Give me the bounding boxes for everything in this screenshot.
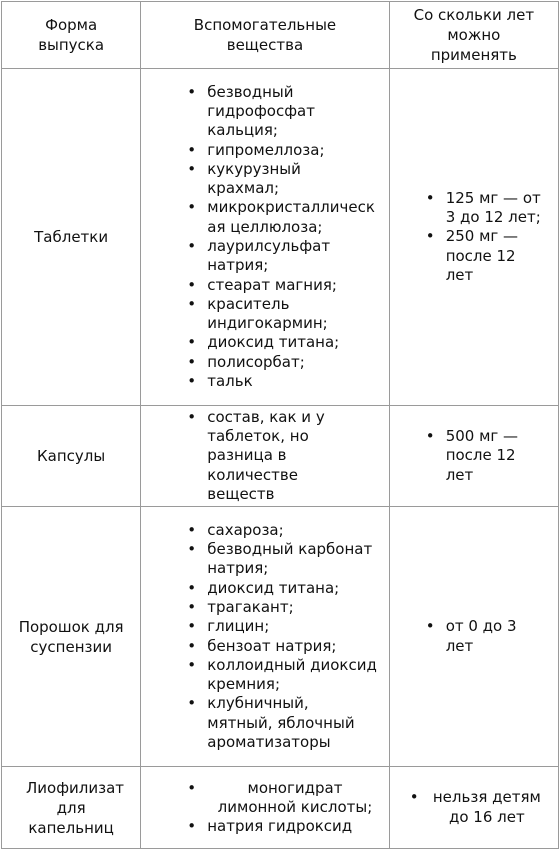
list-item: • тальк xyxy=(207,372,378,391)
list-item: • безводный гидрофосфат кальция; xyxy=(207,83,378,141)
form-cell: Таблетки xyxy=(2,69,141,406)
list-item: • 125 мг — от 3 до 12 лет; xyxy=(446,189,542,228)
excipients-list xyxy=(141,83,388,392)
age-cell xyxy=(389,507,558,767)
excipients-list xyxy=(141,408,388,504)
excipients-cell xyxy=(141,507,389,767)
list-item: • коллоидный диоксид кремния; xyxy=(207,656,388,695)
list-item: • от 0 до 3 лет xyxy=(446,617,528,656)
list-item: • краситель индигокармин; xyxy=(207,295,378,334)
list-item: • диоксид титана; xyxy=(207,579,388,598)
list-item: • безводный карбонат натрия; xyxy=(207,540,388,579)
list-item: • полисорбат; xyxy=(207,353,378,372)
age-cell xyxy=(389,767,558,849)
age-list xyxy=(390,788,558,827)
list-item: • 250 мг — после 12 лет xyxy=(446,227,542,285)
header-excipients: Вспомогательные вещества xyxy=(141,2,389,69)
list-item: • гипромеллоза; xyxy=(207,141,378,160)
table-row xyxy=(2,406,559,507)
form-cell: Лиофилизат для капельниц xyxy=(2,767,141,849)
age-list xyxy=(390,189,558,285)
list-item: • состав, как и у таблеток, но разница в количестве веществ xyxy=(207,408,386,504)
list-item: • сахароза; xyxy=(207,521,388,540)
table-row xyxy=(2,767,559,849)
table-row xyxy=(2,69,559,406)
list-item: • диоксид титана; xyxy=(207,333,378,352)
excipients-cell xyxy=(141,69,389,406)
excipients-cell xyxy=(141,767,389,849)
excipients-list xyxy=(141,521,388,753)
header-form: Форма выпуска xyxy=(2,2,141,69)
list-item: • моногидрат лимонной кислоты; xyxy=(207,779,382,818)
list-item: • натрия гидроксид xyxy=(207,817,382,836)
age-list xyxy=(390,617,558,656)
list-item: • клубничный, мятный, яблочный ароматизаторы xyxy=(207,694,388,752)
form-cell: Капсулы xyxy=(2,406,141,507)
dosage-forms-table xyxy=(1,1,559,849)
age-list xyxy=(390,427,558,485)
form-cell: Порошок для суспензии xyxy=(2,507,141,767)
list-item: • трагакант; xyxy=(207,598,388,617)
excipients-cell xyxy=(141,406,389,507)
list-item: • нельзя детям до 16 лет xyxy=(430,788,544,827)
table-header-row xyxy=(2,2,559,69)
list-item: • бензоат натрия; xyxy=(207,637,388,656)
excipients-list xyxy=(141,779,388,837)
age-cell xyxy=(389,406,558,507)
age-cell xyxy=(389,69,558,406)
page xyxy=(0,1,560,852)
header-age: Со скольки лет можно применять xyxy=(389,2,558,69)
list-item: • микрокристаллическая целлюлоза; xyxy=(207,198,378,237)
list-item: • стеарат магния; xyxy=(207,276,378,295)
list-item: • лаурилсульфат натрия; xyxy=(207,237,378,276)
list-item: • 500 мг — после 12 лет xyxy=(446,427,542,485)
list-item: • кукурузный крахмал; xyxy=(207,160,378,199)
table-row xyxy=(2,507,559,767)
list-item: • глицин; xyxy=(207,617,388,636)
